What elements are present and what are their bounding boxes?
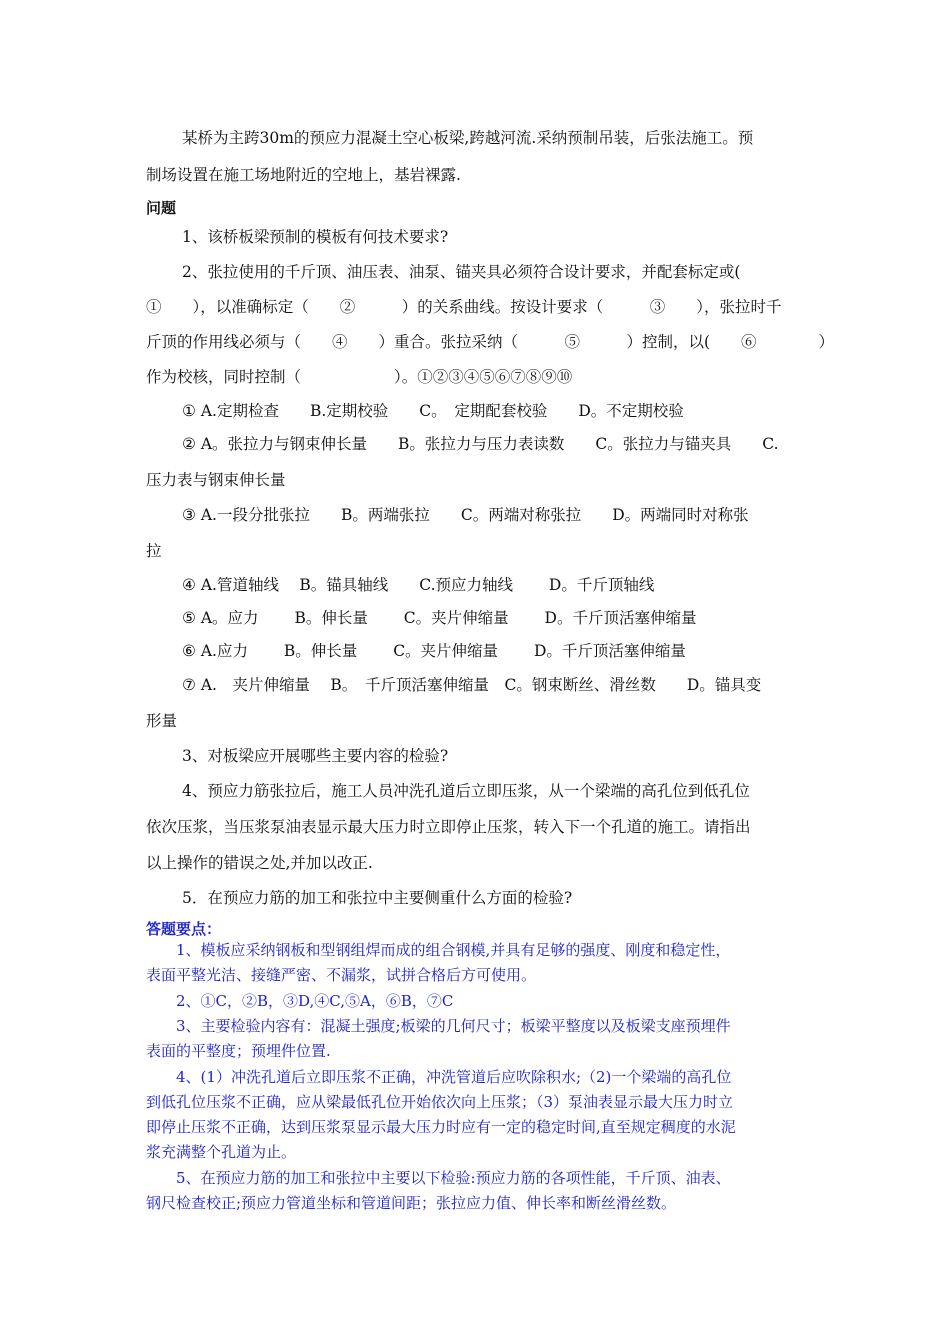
answer-3-line-2: 表面的平整度；预埋件位置. — [146, 1042, 331, 1060]
option-7-line-2: 形量 — [146, 712, 178, 730]
option-2-line-2: 压力表与钢束伸长量 — [146, 471, 286, 489]
question-2-line-3: 斤顶的作用线必须与（ ④ ）重合。张拉采纳（ ⑤ ）控制，以( ⑥ ） — [146, 333, 835, 351]
question-2-line-2: ① ），以准确标定（ ② ）的关系曲线。按设计要求（ ③ ），张拉时千 — [146, 298, 782, 316]
answer-5-line-2: 钢尺检查校正;预应力管道坐标和管道间距；张拉应力值、伸长率和断丝滑丝数。 — [146, 1194, 677, 1212]
answer-4-line-3: 即停止压浆不正确，达到压浆泵显示最大压力时应有一定的稳定时间,直至规定稠度的水泥 — [146, 1118, 736, 1136]
question-5: 5．在预应力筋的加工和张拉中主要侧重什么方面的检验? — [182, 889, 573, 907]
option-4: ④ A.管道轴线 B。锚具轴线 C.预应力轴线 D。千斤顶轴线 — [182, 576, 655, 594]
question-2-line-1: 2、张拉使用的千斤顶、油压表、油泵、锚夹具必须符合设计要求，并配套标定或( — [182, 263, 741, 281]
questions-heading: 问题 — [146, 199, 177, 217]
answer-1-line-2: 表面平整光洁、接缝严密、不漏浆，试拼合格后方可使用。 — [146, 966, 537, 984]
option-7-line-1: ⑦ A. 夹片伸缩量 B。 千斤顶活塞伸缩量 C。钢束断丝、滑丝数 D。锚具变 — [182, 676, 762, 694]
question-2-line-4: 作为校核，同时控制（ ）。①②③④⑤⑥⑦⑧⑨⑩ — [146, 368, 573, 386]
option-3-line-2: 拉 — [146, 542, 162, 560]
answer-3-line-1: 3、主要检验内容有：混凝土强度;板梁的几何尺寸；板梁平整度以及板梁支座预埋件 — [176, 1017, 731, 1035]
intro-line-2: 制场设置在施工场地附近的空地上，基岩裸露. — [146, 166, 461, 184]
answer-5-line-1: 5、在预应力筋的加工和张拉中主要以下检验:预应力筋的各项性能，千斤顶、油表、 — [176, 1169, 731, 1187]
answer-2: 2、①C，②B，③D,④C,⑤A，⑥B，⑦C — [176, 992, 454, 1010]
option-5: ⑤ A。应力 B。伸长量 C。夹片伸缩量 D。千斤顶活塞伸缩量 — [182, 609, 697, 627]
question-1: 1、该桥板梁预制的模板有何技术要求? — [182, 228, 449, 246]
answer-4-line-1: 4、(1）冲洗孔道后立即压浆不正确，冲洗管道后应吹除积水;（2)一个梁端的高孔位 — [176, 1068, 732, 1086]
option-3-line-1: ③ A.一段分批张拉 B。两端张拉 C。两端对称张拉 D。两端同时对称张 — [182, 506, 749, 524]
option-6: ⑥ A.应力 B。伸长量 C。夹片伸缩量 D。千斤顶活塞伸缩量 — [182, 642, 686, 660]
question-4-line-3: 以上操作的错误之处,并加以改正. — [146, 854, 373, 872]
answer-1-line-1: 1、模板应采纳钢板和型钢组焊而成的组合钢模,并具有足够的强度、刚度和稳定性， — [176, 941, 731, 959]
option-2-line-1: ② A。张拉力与钢束伸长量 B。张拉力与压力表读数 C。张拉力与锚夹具 C. — [182, 435, 779, 453]
answer-4-line-4: 浆充满整个孔道为止。 — [146, 1143, 297, 1161]
question-4-line-2: 依次压浆，当压浆泵油表显示最大压力时立即停止压浆，转入下一个孔道的施工。请指出 — [146, 818, 751, 836]
answers-heading: 答题要点： — [146, 920, 222, 938]
answer-4-line-2: 到低孔位压浆不正确，应从梁最低孔位开始依次向上压浆；（3）泵油表显示最大压力时立 — [146, 1093, 734, 1111]
question-4-line-1: 4、预应力筋张拉后，施工人员冲洗孔道后立即压浆，从一个梁端的高孔位到低孔位 — [182, 782, 750, 800]
option-1: ① A.定期检查 B.定期校验 C。 定期配套校验 D。不定期校验 — [182, 402, 684, 420]
question-3: 3、对板梁应开展哪些主要内容的检验? — [182, 747, 449, 765]
intro-line-1: 某桥为主跨30m的预应力混凝土空心板梁,跨越河流.采纳预制吊装，后张法施工。预 — [182, 129, 754, 147]
